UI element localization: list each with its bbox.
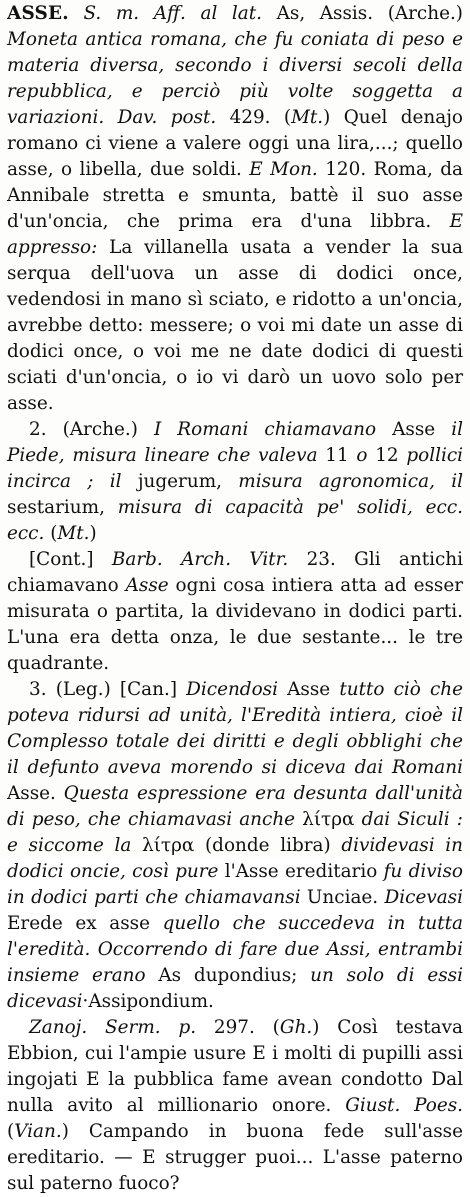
italic-run: Zanoj. Serm. p. bbox=[29, 1017, 197, 1038]
text-run: As dupondius; bbox=[145, 965, 311, 986]
text-run: ) Così testava Ebbion, cui l'ampie usure E i molti di pupilli assi ingojati E la pubblica fame avean condotto Dal nulla avito al millionario onore. bbox=[7, 1017, 463, 1116]
italic-run: Asse bbox=[125, 575, 169, 596]
italic-run: misura agronomica, il bbox=[238, 471, 463, 492]
text-run: ) bbox=[89, 523, 97, 544]
paragraph-body bbox=[7, 3, 463, 414]
entry-paragraph-1 bbox=[7, 1, 463, 417]
paragraph-body bbox=[7, 549, 463, 674]
text-run: Asse. bbox=[7, 783, 64, 804]
text-run: Unciae. bbox=[300, 887, 385, 908]
italic-run: Dicevasi bbox=[384, 887, 463, 908]
italic-run: Barb. Arch. Vitr. bbox=[111, 549, 289, 570]
text-run: sestarium, bbox=[7, 497, 118, 518]
italic-run: fu diviso in dodici parti che chiamavansi bbox=[7, 861, 463, 908]
italic-run: Moneta antica romana, che fu coniata di peso e materia diversa, secondo i diversi secoli della repubblica, e perciò più volte soggetta a variazioni. Dav. post. bbox=[7, 29, 463, 128]
paragraph-body bbox=[7, 1017, 463, 1194]
text-run: λίτρα bbox=[295, 809, 362, 830]
italic-run: I Romani chiamavano bbox=[153, 419, 377, 440]
text-run: La villanella usata a vender la sua serqua dell'uova un asse di dodici once, vedendosi in mano sì sciato, e ridotto a un'oncia, avrebbe detto: messere; o voi mi date un asse di dodici once, o voi me ne date dodici di questi sciati d'un'oncia, o io vi darò un uovo solo per asse. bbox=[7, 237, 463, 414]
paragraph-body bbox=[7, 679, 463, 1012]
text-run: As, Assis. (Arche.) bbox=[262, 3, 463, 24]
italic-run: Questa espressione era desunta dall'unità di peso, che chiamavasi anche bbox=[7, 783, 463, 830]
italic-run: un solo di essi dicevasi bbox=[7, 965, 463, 1012]
text-run: jugerum, bbox=[121, 471, 239, 492]
italic-run: E appresso: bbox=[7, 211, 463, 258]
text-run: λίτρα (donde libra) bbox=[131, 835, 342, 856]
entry-paragraph-4 bbox=[7, 677, 463, 1015]
italic-run: Gh. bbox=[279, 1017, 313, 1038]
italic-run: tutto ciò che poteva ridursi ad unità, l'Eredità intiera, cioè il Complesso totale dei diritti e degli obblighi che il defunto aveva morendo si diceva dai Romani bbox=[7, 679, 464, 778]
italic-run: quello che succedeva in tutta l'eredità. Occorrendo di fare due Assi, entrambi insieme erano bbox=[7, 913, 463, 986]
text-run: ·Assipondium. bbox=[82, 991, 214, 1012]
italic-run: dividevasi in dodici oncie, così pure bbox=[7, 835, 463, 882]
italic-run: pollici incirca ; il bbox=[7, 445, 464, 492]
entry-paragraph-2 bbox=[7, 417, 463, 547]
italic-run: misura di capacità pe' solidi, ecc. ecc. bbox=[7, 497, 463, 544]
italic-run: Mt. bbox=[291, 107, 324, 128]
paragraph-body bbox=[7, 419, 463, 544]
text-run: Asse bbox=[277, 679, 340, 700]
text-run: 297. ( bbox=[196, 1017, 280, 1038]
text-run: ) Campando in buona fede sull'asse ereditario. — E strugger puoi... L'asse paterno sul paterno fuoco? bbox=[7, 1121, 463, 1194]
text-run: l'Asse ereditario bbox=[218, 861, 384, 882]
text-run: 429. ( bbox=[216, 107, 292, 128]
entry-headword: ASSE. bbox=[7, 3, 69, 24]
italic-run: E Mon. bbox=[249, 159, 318, 180]
text-run: ( bbox=[7, 1121, 15, 1142]
text-run: 120. Roma, da Annibale stretta e smunta, battè il suo asse d'un'oncia, che prima era d'una libbra. bbox=[7, 159, 463, 232]
text-run: Erede ex asse bbox=[7, 913, 163, 934]
dictionary-entry-asse bbox=[7, 1, 463, 1197]
italic-run: S. m. Aff. al lat. bbox=[83, 3, 263, 24]
text-run: ( bbox=[44, 523, 58, 544]
text-run: 2. (Arche.) bbox=[29, 419, 154, 440]
text-run: 23. Gli antichi chiamavano bbox=[7, 549, 463, 596]
text-run: Asse bbox=[376, 419, 452, 440]
text-run: 3. (Leg.) [Can.] bbox=[29, 679, 187, 700]
text-run: ogni cosa intiera atta ad esser misurata o partita, la dividevano in dodici parti. L'una era detta onza, le due sestante... le tre quadrante. bbox=[7, 575, 464, 674]
text-run: [Cont.] bbox=[29, 549, 112, 570]
entry-paragraph-3 bbox=[7, 547, 463, 677]
italic-run: Mt. bbox=[57, 523, 90, 544]
text-run: ) Quel denajo romano ci viene a valere oggi una lira,...; quello asse, o libella, due soldi. bbox=[7, 107, 463, 180]
italic-run: dai Siculi : e siccome la bbox=[7, 809, 463, 856]
italic-run: Giust. Poes. bbox=[345, 1095, 463, 1116]
entry-paragraph-5 bbox=[7, 1015, 463, 1197]
italic-run: il Piede, misura lineare che valeva bbox=[7, 419, 464, 466]
italic-run: o bbox=[356, 445, 368, 466]
text-run: 12 bbox=[367, 445, 407, 466]
text-run: 11 bbox=[317, 445, 357, 466]
italic-run: Dicendosi bbox=[186, 679, 278, 700]
italic-run: Vian. bbox=[14, 1121, 62, 1142]
